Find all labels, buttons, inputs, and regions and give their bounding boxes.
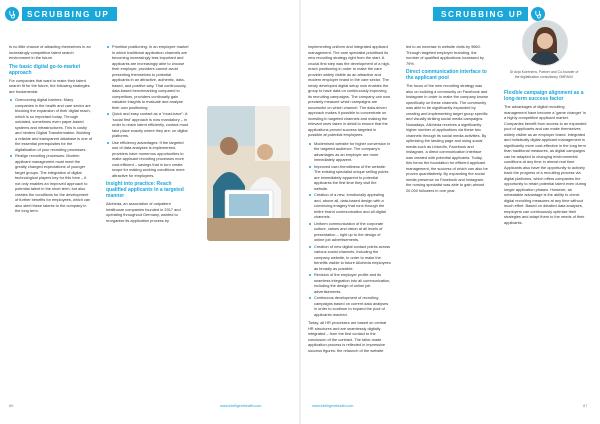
page-number: 86	[9, 403, 14, 408]
left-column-2	[106, 44, 189, 226]
list-item: Prioritise positioning: In an employee market in which traditional application channels are becoming increasingly less important and applicants are increasingly able to choose their employer, providers cannot avoid presenting themselves to potential applicants in an attractive, authentic, data-based, and positive way. That continuously, data-based benchmarking compared to competitors, providers continually gain valuable insights to evaluate and analyse their own positioning.	[112, 44, 189, 110]
list-item: Overcoming digital barriers: Many companies in the health and care sector are blocking the expansion of their digital reach, which is so important today. Through outdated, sometimes even paper-based systems and infrastructures. This is costly and hinders Digital Transformation. Building a reliable and transparent database is one of the essential prerequisites for the digitalisation of your recruiting processes.	[15, 97, 93, 152]
bullet-list	[106, 44, 189, 178]
bullet-list	[308, 141, 391, 318]
author-portrait	[522, 20, 568, 66]
section-title: SCRUBBING UP	[22, 7, 117, 21]
section-heading: Direct communication interface to the applicant pool	[406, 69, 487, 81]
page-number: 87	[583, 403, 588, 408]
section-heading: Flexible campaign alignment as a long-term success factor	[504, 90, 584, 102]
bullet-list	[9, 97, 92, 214]
paragraph: Today, all HR processes are based on central HR structures and are seamlessly digitally integrated – from the first contact to the conclusion of the contract. The tailor-made application process is reflected in impressive success figures: the relaunch of the website	[308, 320, 387, 353]
paragraph: led to an increase in website visits by 9660. Through targeted employer branding, the number of qualified applications increased by 79%.	[406, 44, 484, 66]
list-item: Quick and easy contact as a "must-have": A 'social first' approach is now mandatory – in order to reach talent efficiently, contact must take place exactly where they are: on digital platforms.	[112, 111, 188, 138]
left-header	[4, 6, 117, 22]
list-item: Creation of new digital contact points across various social channels, including the company website, in order to make the benefits visible to future Alloheda employees as broadly as possible.	[314, 243, 391, 271]
footer-url[interactable]: www.intelligenthealth.com	[312, 404, 354, 408]
left-column-1	[9, 44, 92, 217]
stethoscope-icon	[4, 6, 20, 22]
paragraph: implementing uniform and integrated applicant management. The care specialist prioritised its new recruiting strategy right from the start. A crucial first step was the development of a high-reach positioning in order to make the care provider widely visible as an attractive and modern employer brand in the care sector. The newly developed digital setup now enables the group to have data on continuously improving its recruiting campaigns. The company can now precisely measure which campaigns are successful on which channel. The data-driven approach makes it possible to concentrate on investing in targeted channels and making the relevant ones taken in detail to ensure that the applications proved success targeted in possible at potential employees.	[308, 44, 391, 137]
section-heading: The basic digital go-to-market approach	[9, 63, 81, 76]
paragraph: The advantages of digital recruiting management have become a 'game changer' in a highly competitive applicant market. Companies benefit from access to an expanded pool of applicants and can make themselves widely visible as an employer brand. Integrated and holistically digital applicant management is significantly more cost-effective in the long term than traditional measures, as digital campaigns can be adapted to changing environmental conditions at any time in almost real time. Applicants also have the opportunity to actively track the progress of a recruiting process via digital platforms, which offers companies the opportunity to retain potential talent even during longer application phases. However, an unbeatable advantage is the ability to check digital recruiting measures at any time without much effort. Based on detailed data analyses, employers can continuously optimise their strategies and adapt them to the needs of their applicants.	[504, 104, 587, 225]
list-item: Uniform communication of the corporate culture, values and vision at all levels of presentation – right up to the design of online job advertisements.	[314, 221, 391, 243]
list-item: Modernised website for higher conversion in the targeted audience. The company's advantages as an employer are more immediately apparent.	[314, 140, 391, 162]
right-header	[433, 6, 546, 22]
list-item: Use efficiency advantages: If the targeted use of data analyses is implemented, providers have numerous opportunities to make applicant recruiting processes more cost-efficient – savings that in turn create scope for making working conditions more attractive for employees.	[112, 140, 189, 179]
article-photo	[207, 106, 290, 241]
list-item: Continuous development of recruiting campaigns based on current data analyses in order to continue to expand the pool of applicants reached.	[314, 295, 391, 317]
paragraph: For companies that want to make their talent search fit for the future, the following strategies are fundamental:	[9, 77, 90, 94]
footer-url[interactable]: www.intelligenthealth.com	[220, 404, 262, 408]
paragraph: The focus of the new recruiting strategy was also on building a community on Facebook and Instagram in order to make the company known specifically on these channels. The community was able to be significantly expanded by creating and implementing target group specific and visually striking social media campaigns. Nowadays, Alloheda receives a significantly higher number of applications via these two channels through its social media activities. By optimising the landing page and using social media such as LinkedIn, Facebook and Instagram, a direct communication interface was created with potential applicants. Today, this forms the foundation for efficient applicant management, the success of which can also be proven quantitatively. By expanding the social media presence on Facebook and Instagram, the nursing specialist was able to gain almost 20,000 followers in one year.	[406, 83, 489, 193]
right-column-1	[308, 44, 391, 356]
section-heading: Insight into practice: Reach qualified applicants in a targeted manner	[106, 181, 184, 199]
list-item: Revision of the employer profile and its seamless integration into all communication, including the design of online job advertisements.	[314, 272, 391, 294]
list-item: Realign recruiting processes: Modern applicant management must meet the greatly changed expectations of younger target groups. The integration of digital technological players key for this here – it not only enables an improved approach to potential talent in the short term, but also creates the conditions for the development of further benefits for employees, which can also steel these talents to the company in the long term.	[15, 153, 91, 213]
paragraph: Alloheda, an association of outpatient healthcare companies founded in 2017 and operating throughout Germany, wanted to reorganise its application process by	[106, 201, 181, 223]
portrait-caption: Dr Anja Kuehnens, Partner and Co-founder of the digitalisation consultancy OMFANX	[509, 70, 579, 79]
list-item: Improved user-friendliness of the website: The existing specialist unique selling points are immediately apparent to potential applicants the first time they visit the website.	[314, 164, 391, 192]
section-title: SCRUBBING UP	[433, 7, 528, 21]
list-item: Creation of a new, emotionally appealing and, above all, data-based design with a convincing imagery that runs through the entire brand communication and all digital channels.	[314, 192, 391, 220]
right-column-2	[406, 44, 489, 196]
right-column-3	[504, 88, 587, 228]
intro-paragraph: Is no little chance of attracting themselves in an increasingly competitive talent search environment in the future.	[9, 44, 91, 60]
